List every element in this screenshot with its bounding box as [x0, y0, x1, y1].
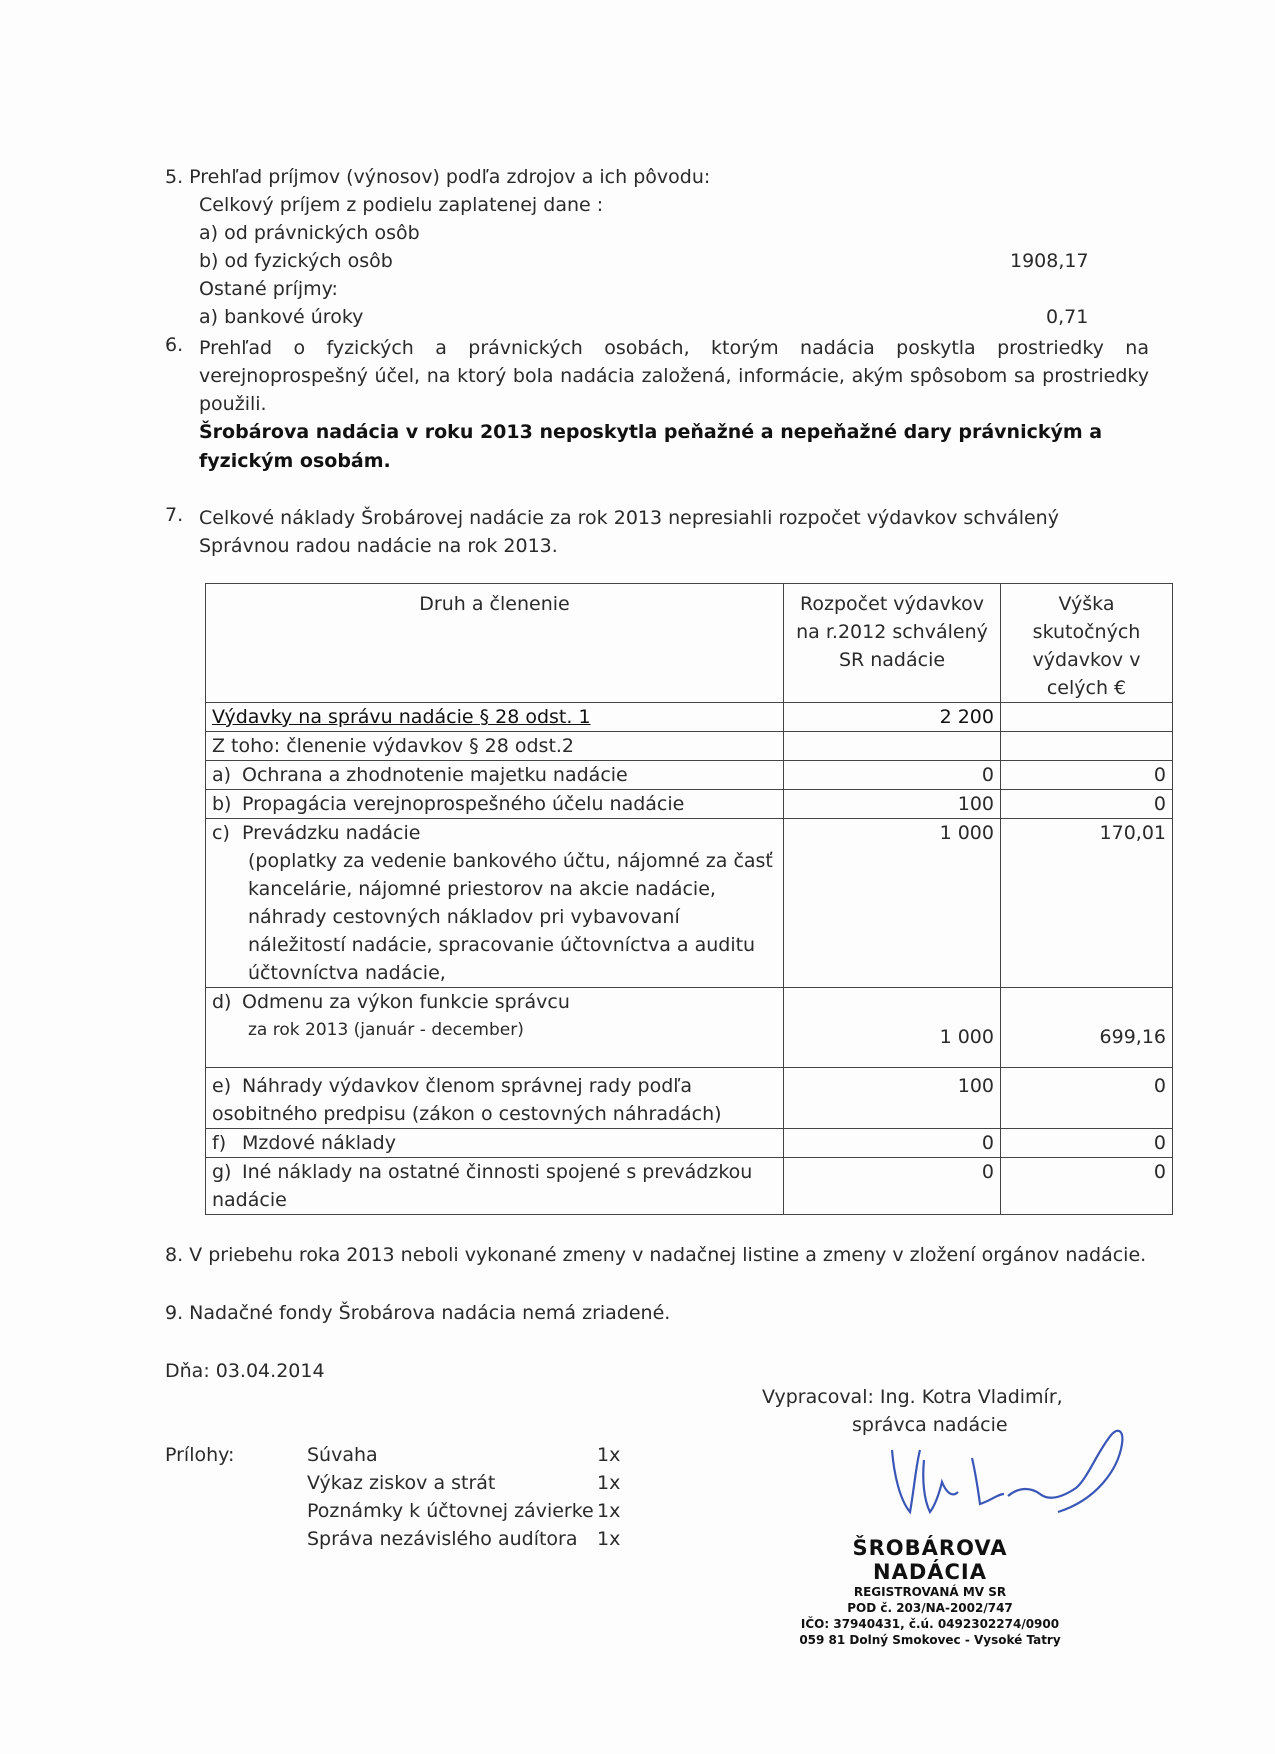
row-actual: 0 — [1001, 1129, 1173, 1158]
section-5-line-5: a) bankové úroky — [199, 306, 364, 328]
attachment-count: 1x — [597, 1444, 621, 1466]
section-7-text: Celkové náklady Šrobárovej nadácie za rok 2013 nepresiahli rozpočet výdavkov schválený Správnou radou nadácie na rok 2013. — [199, 507, 1059, 557]
table-row — [206, 1158, 1173, 1215]
header-actual: Výška skutočných výdavkov v celých € — [1001, 584, 1173, 703]
row-label: Iné náklady na ostatné činnosti spojené s prevádzkou nadácie — [212, 1161, 753, 1211]
section-5-line-4: Ostané príjmy: — [199, 278, 338, 300]
row-letter: b) — [212, 793, 232, 815]
row-letter: g) — [212, 1161, 232, 1183]
attachment-count: 1x — [597, 1500, 621, 1522]
stamp-line-1: REGISTROVANÁ MV SR — [853, 1585, 1007, 1599]
section-5-line-3-value: 1908,17 — [1010, 250, 1089, 272]
row-budget: 0 — [784, 1129, 1001, 1158]
date-line: Dňa: 03.04.2014 — [165, 1360, 325, 1382]
signature-icon — [880, 1420, 1140, 1530]
stamp-line-2: POD č. 203/NA-2002/747 — [847, 1601, 1013, 1615]
row-budget: 100 — [784, 790, 1001, 819]
table-row — [206, 790, 1173, 819]
stamp-line-3: IČO: 37940431, č.ú. 0492302274/0900 — [800, 1617, 1060, 1631]
row-detail: (poplatky za vedenie bankového účtu, nájomné za časť kancelárie, nájomné priestorov na akcie nadácie, náhrady cestovných nákladov pri vybavovaní náležitostí nadácie, spracovanie účtovníctva a auditu účtovníctva nadácie, — [248, 850, 773, 984]
row-letter: c) — [212, 822, 230, 844]
row-label: Náhrady výdavkov členom správnej rady podľa osobitného predpisu (zákon o cestovných náhradách) — [212, 1075, 722, 1125]
attachment-name: Poznámky k účtovnej závierke — [307, 1500, 594, 1522]
prepared-by-role: správca nadácie — [852, 1414, 1008, 1436]
attachment-name: Správa nezávislého audítora — [307, 1528, 578, 1550]
row-letter: f) — [212, 1132, 227, 1154]
row-actual: 0 — [1001, 761, 1173, 790]
table-row — [206, 819, 1173, 988]
table-row-subheading — [206, 732, 1173, 761]
section-6-text: Prehľad o fyzických a právnických osobách, ktorým nadácia poskytla prostriedky na verejnoprospešný účel, na ktorý bola nadácia založená, informácie, akým spôsobom sa prostriedky použili. — [199, 337, 1149, 415]
row-budget: 0 — [784, 1158, 1001, 1215]
section-6-number: 6. — [165, 334, 184, 356]
row-detail: za rok 2013 (január - december) — [248, 1020, 524, 1040]
prepared-by-label: Vypracoval: Ing. Kotra Vladimír, — [762, 1386, 1063, 1408]
section-9-text: 9. Nadačné fondy Šrobárova nadácia nemá zriadené. — [165, 1302, 671, 1324]
row-total-budget: 2 200 — [784, 703, 1001, 732]
row-letter: d) — [212, 991, 232, 1013]
section-5-heading: 5. Prehľad príjmov (výnosov) podľa zdrojov a ich pôvodu: — [165, 166, 711, 188]
section-5-line-5-value: 0,71 — [1046, 306, 1089, 328]
section-5-line-3: b) od fyzických osôb — [199, 250, 393, 272]
table-header-row — [206, 584, 1173, 703]
header-budget: Rozpočet výdavkov na r.2012 schválený SR nadácie — [784, 584, 1001, 703]
attachments-label: Prílohy: — [165, 1444, 235, 1466]
expense-table — [205, 583, 1173, 1215]
row-label: Propagácia verejnoprospešného účelu nadácie — [242, 793, 685, 815]
row-label: Prevádzku nadácie — [242, 822, 421, 844]
row-actual: 0 — [1001, 1158, 1173, 1215]
section-8-text: 8. V priebehu roka 2013 neboli vykonané zmeny v nadačnej listine a zmeny v zložení orgánov nadácie. — [165, 1244, 1147, 1266]
row-label: Ochrana a zhodnotenie majetku nadácie — [242, 764, 628, 786]
attachment-count: 1x — [597, 1472, 621, 1494]
table-row — [206, 988, 1173, 1068]
row-budget: 1 000 — [784, 819, 1001, 988]
row-letter: e) — [212, 1075, 232, 1097]
row-total-label: Výdavky na správu nadácie § 28 odst. 1 — [212, 706, 591, 728]
stamp-line-4: 059 81 Dolný Smokovec - Vysoké Tatry — [799, 1633, 1061, 1647]
attachment-name: Súvaha — [307, 1444, 378, 1466]
section-6-bold-text: Šrobárova nadácia v roku 2013 neposkytla peňažné a nepeňažné dary právnickým a fyzickým osobám. — [199, 421, 1103, 472]
organization-stamp — [795, 1536, 1065, 1648]
row-label: Odmenu za výkon funkcie správcu — [242, 991, 570, 1013]
row-budget: 0 — [784, 761, 1001, 790]
table-row — [206, 1129, 1173, 1158]
table-row-total — [206, 703, 1173, 732]
section-5-line-2: a) od právnických osôb — [199, 222, 420, 244]
section-7-number: 7. — [165, 504, 184, 526]
row-label: Mzdové náklady — [242, 1132, 396, 1154]
section-5-line-1: Celkový príjem z podielu zaplatenej dane : — [199, 194, 604, 216]
row-actual: 0 — [1001, 1068, 1173, 1129]
row-actual: 0 — [1001, 790, 1173, 819]
table-row — [206, 1068, 1173, 1129]
attachment-count: 1x — [597, 1528, 621, 1550]
table-row — [206, 761, 1173, 790]
row-sub-label: Z toho: členenie výdavkov § 28 odst.2 — [206, 732, 784, 761]
row-letter: a) — [212, 764, 232, 786]
row-actual: 699,16 — [1001, 988, 1173, 1068]
row-budget: 100 — [784, 1068, 1001, 1129]
row-budget: 1 000 — [784, 988, 1001, 1068]
stamp-title: ŠROBÁROVA NADÁCIA — [852, 1536, 1008, 1584]
attachment-name: Výkaz ziskov a strát — [307, 1472, 496, 1494]
row-actual: 170,01 — [1001, 819, 1173, 988]
header-category: Druh a členenie — [206, 584, 784, 703]
